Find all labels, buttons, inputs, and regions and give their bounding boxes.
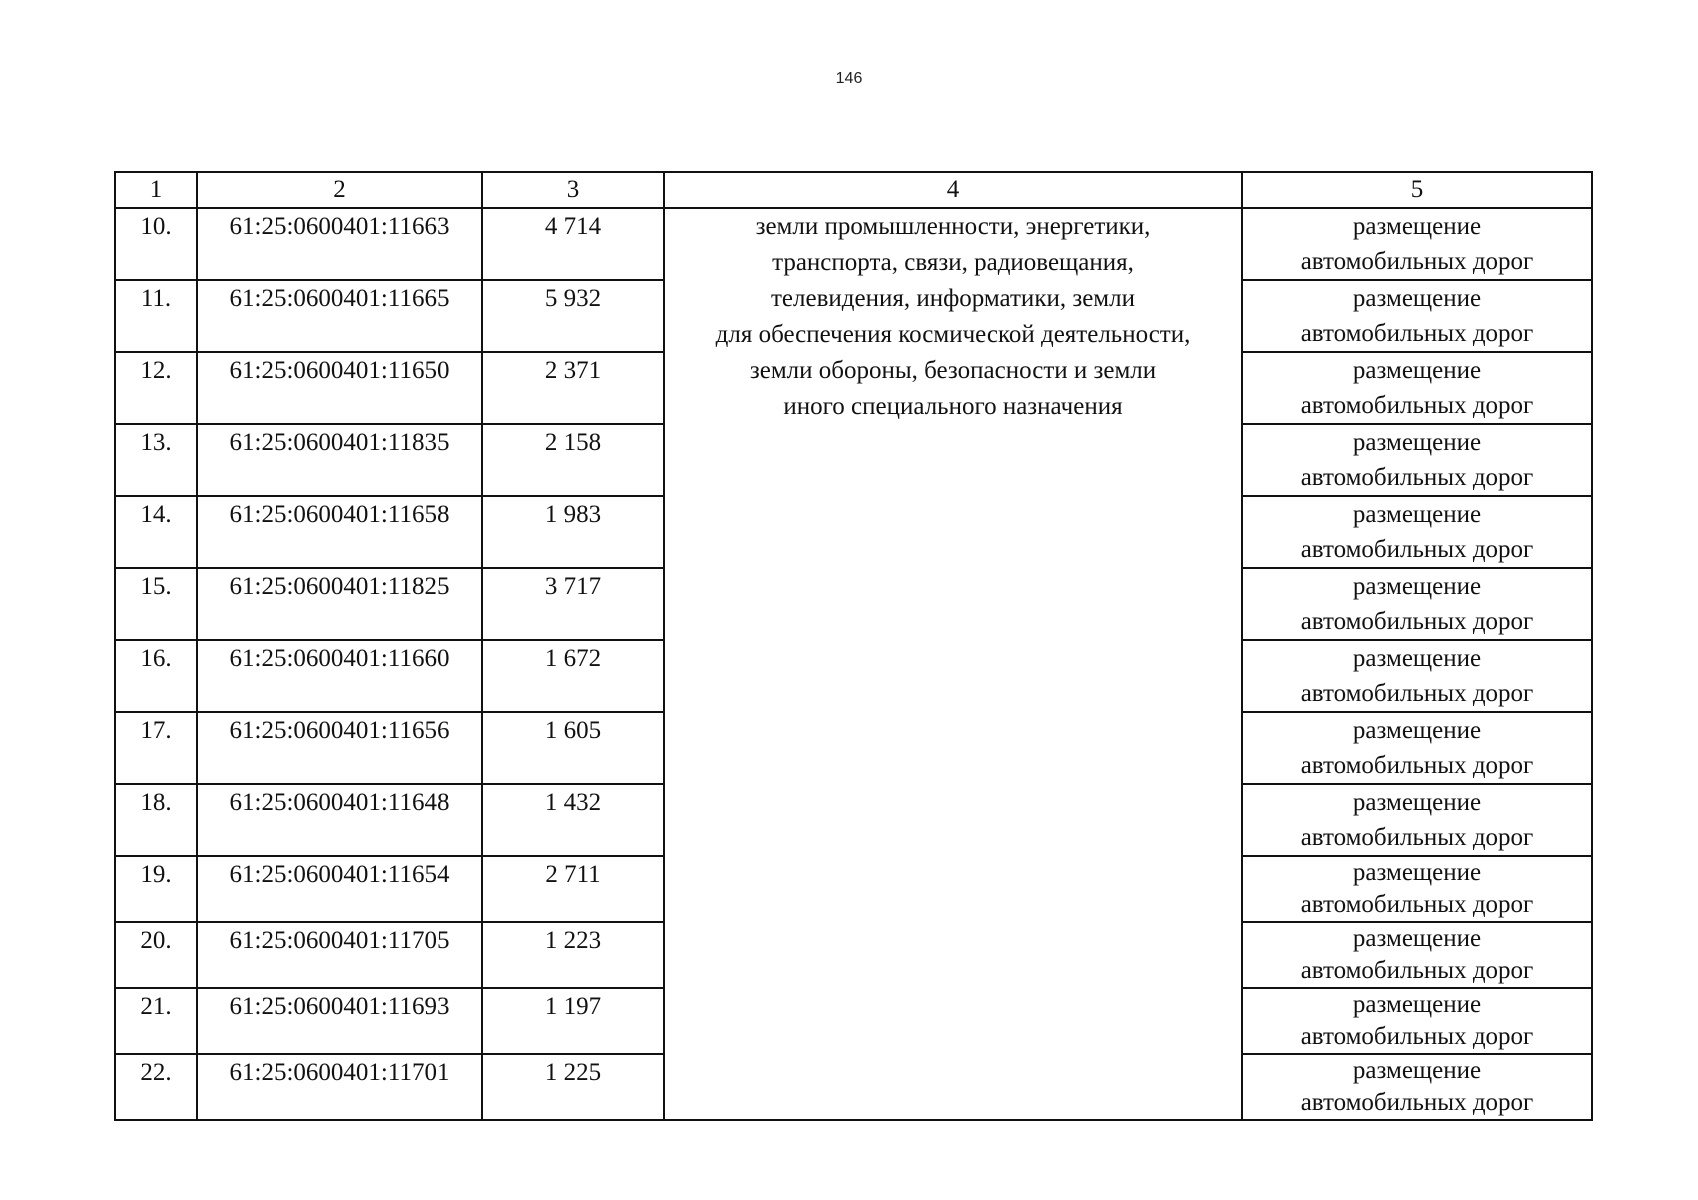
- area-cell: 1 605: [482, 712, 664, 784]
- permitted-use-line-2: автомобильных дорог: [1300, 536, 1534, 563]
- permitted-use-line-1: размещение: [1352, 573, 1482, 600]
- permitted-use-cell: [1242, 496, 1592, 568]
- row-number-cell: 17.: [115, 712, 197, 784]
- permitted-use-line-2: автомобильных дорог: [1300, 891, 1534, 918]
- cadastral-number-cell: 61:25:0600401:11825: [197, 568, 482, 640]
- land-category-line: иного специального назначения: [783, 393, 1123, 420]
- permitted-use-line-1: размещение: [1352, 501, 1482, 528]
- cadastral-number-cell: 61:25:0600401:11663: [197, 208, 482, 280]
- permitted-use-line-1: размещение: [1352, 991, 1482, 1018]
- row-number-cell: 22.: [115, 1054, 197, 1120]
- row-number-cell: 10.: [115, 208, 197, 280]
- cadastral-number-cell: 61:25:0600401:11705: [197, 922, 482, 988]
- permitted-use-line-2: автомобильных дорог: [1300, 752, 1534, 779]
- cadastral-number-cell: 61:25:0600401:11701: [197, 1054, 482, 1120]
- row-number-cell: 11.: [115, 280, 197, 352]
- cadastral-number-cell: 61:25:0600401:11835: [197, 424, 482, 496]
- permitted-use-line-1: размещение: [1352, 645, 1482, 672]
- area-cell: 2 371: [482, 352, 664, 424]
- cadastral-number-cell: 61:25:0600401:11660: [197, 640, 482, 712]
- table-body: [115, 208, 1592, 1120]
- permitted-use-cell: [1242, 424, 1592, 496]
- permitted-use-cell: [1242, 1054, 1592, 1120]
- row-number-cell: 19.: [115, 856, 197, 922]
- area-cell: 1 223: [482, 922, 664, 988]
- cadastral-number-cell: 61:25:0600401:11648: [197, 784, 482, 856]
- permitted-use-line-2: автомобильных дорог: [1300, 1089, 1534, 1116]
- land-category-line: телевидения, информатики, земли: [770, 285, 1135, 312]
- cadastral-number-cell: 61:25:0600401:11654: [197, 856, 482, 922]
- row-number-cell: 18.: [115, 784, 197, 856]
- row-number-cell: 15.: [115, 568, 197, 640]
- row-number-cell: 16.: [115, 640, 197, 712]
- permitted-use-line-1: размещение: [1352, 789, 1482, 816]
- permitted-use-line-1: размещение: [1352, 285, 1482, 312]
- permitted-use-cell: [1242, 712, 1592, 784]
- area-cell: 1 197: [482, 988, 664, 1054]
- row-number-cell: 21.: [115, 988, 197, 1054]
- row-number-cell: 14.: [115, 496, 197, 568]
- permitted-use-line-1: размещение: [1352, 717, 1482, 744]
- area-cell: 1 672: [482, 640, 664, 712]
- header-col-1: 1: [115, 172, 197, 208]
- permitted-use-cell: [1242, 352, 1592, 424]
- permitted-use-line-2: автомобильных дорог: [1300, 608, 1534, 635]
- permitted-use-line-1: размещение: [1352, 357, 1482, 384]
- cadastral-number-cell: 61:25:0600401:11665: [197, 280, 482, 352]
- land-category-line: для обеспечения космической деятельности,: [715, 321, 1191, 348]
- area-cell: 1 983: [482, 496, 664, 568]
- page-number: 146: [835, 70, 863, 87]
- area-cell: 1 432: [482, 784, 664, 856]
- area-cell: 2 158: [482, 424, 664, 496]
- table-row: [115, 208, 1592, 280]
- land-category-cell: [664, 208, 1242, 1120]
- permitted-use-line-1: размещение: [1352, 859, 1482, 886]
- permitted-use-cell: [1242, 280, 1592, 352]
- area-cell: 3 717: [482, 568, 664, 640]
- permitted-use-cell: [1242, 922, 1592, 988]
- land-category-line: земли промышленности, энергетики,: [755, 213, 1151, 240]
- permitted-use-line-1: размещение: [1352, 925, 1482, 952]
- permitted-use-cell: [1242, 988, 1592, 1054]
- area-cell: 4 714: [482, 208, 664, 280]
- header-col-2: 2: [197, 172, 482, 208]
- area-cell: 5 932: [482, 280, 664, 352]
- permitted-use-line-1: размещение: [1352, 213, 1482, 240]
- permitted-use-line-1: размещение: [1352, 1057, 1482, 1084]
- permitted-use-line-2: автомобильных дорог: [1300, 320, 1534, 347]
- cadastral-number-cell: 61:25:0600401:11650: [197, 352, 482, 424]
- permitted-use-cell: [1242, 208, 1592, 280]
- land-plots-table: [114, 171, 1593, 1121]
- area-cell: 1 225: [482, 1054, 664, 1120]
- cadastral-number-cell: 61:25:0600401:11656: [197, 712, 482, 784]
- header-row: [115, 172, 1592, 208]
- permitted-use-line-2: автомобильных дорог: [1300, 680, 1534, 707]
- header-col-4: 4: [664, 172, 1242, 208]
- row-number-cell: 13.: [115, 424, 197, 496]
- permitted-use-line-2: автомобильных дорог: [1300, 957, 1534, 984]
- permitted-use-cell: [1242, 856, 1592, 922]
- permitted-use-line-2: автомобильных дорог: [1300, 248, 1534, 275]
- permitted-use-cell: [1242, 784, 1592, 856]
- area-cell: 2 711: [482, 856, 664, 922]
- row-number-cell: 12.: [115, 352, 197, 424]
- header-col-3: 3: [482, 172, 664, 208]
- cadastral-number-cell: 61:25:0600401:11658: [197, 496, 482, 568]
- row-number-cell: 20.: [115, 922, 197, 988]
- permitted-use-line-2: автомобильных дорог: [1300, 392, 1534, 419]
- cadastral-number-cell: 61:25:0600401:11693: [197, 988, 482, 1054]
- header-col-5: 5: [1242, 172, 1592, 208]
- permitted-use-line-2: автомобильных дорог: [1300, 1023, 1534, 1050]
- permitted-use-cell: [1242, 568, 1592, 640]
- land-category-line: земли обороны, безопасности и земли: [749, 357, 1157, 384]
- permitted-use-line-2: автомобильных дорог: [1300, 824, 1534, 851]
- permitted-use-line-2: автомобильных дорог: [1300, 464, 1534, 491]
- permitted-use-line-1: размещение: [1352, 429, 1482, 456]
- permitted-use-cell: [1242, 640, 1592, 712]
- land-category-line: транспорта, связи, радиовещания,: [772, 249, 1134, 276]
